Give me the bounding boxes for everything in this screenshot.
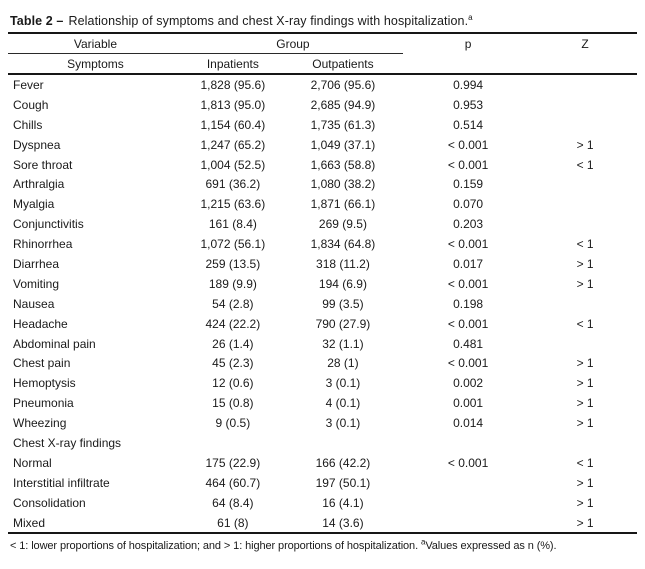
cell-inpatients: 691 (36.2) [205, 177, 261, 192]
cell-z: < 1 [576, 316, 594, 331]
cell-z: > 1 [576, 276, 594, 291]
cell-p: 0.198 [453, 296, 484, 311]
table-row [8, 353, 637, 373]
table-row [8, 274, 637, 294]
cell-p: 0.203 [453, 217, 484, 232]
cell-inpatients: 161 (8.4) [208, 217, 257, 232]
cell-z: > 1 [576, 137, 594, 152]
cell-p: 0.481 [453, 336, 484, 351]
table-row [8, 473, 637, 493]
cell-z [533, 294, 637, 314]
cell-p [403, 513, 533, 534]
cell-z: > 1 [576, 256, 594, 271]
table-row [8, 254, 637, 274]
cell-z: > 1 [576, 495, 594, 510]
cell-z [533, 174, 637, 194]
cell-p: < 0.001 [447, 356, 489, 371]
cell-outpatients [283, 433, 403, 453]
cell-outpatients: 790 (27.9) [315, 316, 371, 331]
cell-p: < 0.001 [447, 157, 489, 172]
cell-inpatients: 1,247 (65.2) [200, 137, 266, 152]
cell-z: > 1 [576, 416, 594, 431]
cell-p [403, 433, 533, 453]
table-row [8, 95, 637, 115]
cell-inpatients: 1,215 (63.6) [200, 197, 266, 212]
cell-p: 0.017 [453, 256, 484, 271]
cell-inpatients: 1,813 (95.0) [200, 97, 266, 112]
cell-p: < 0.001 [447, 237, 489, 252]
header-symptoms: Symptoms [67, 56, 124, 71]
cell-label: Sore throat [13, 157, 73, 172]
cell-inpatients: 424 (22.2) [205, 316, 261, 331]
cell-z: < 1 [576, 157, 594, 172]
cell-label: Diarrhea [13, 256, 60, 271]
cell-inpatients: 175 (22.9) [205, 455, 261, 470]
cell-inpatients: 61 (8) [217, 515, 249, 530]
cell-z [533, 74, 637, 95]
header-row-groups [8, 33, 637, 54]
cell-p: < 0.001 [447, 137, 489, 152]
cell-label: Abdominal pain [13, 336, 96, 351]
cell-inpatients: 26 (1.4) [212, 336, 254, 351]
table-row [8, 334, 637, 354]
cell-label: Dyspnea [13, 137, 61, 152]
cell-label: Chest pain [13, 356, 71, 371]
cell-p: 0.001 [453, 396, 484, 411]
header-outpatients: Outpatients [312, 56, 374, 71]
cell-p: 0.014 [453, 416, 484, 431]
symptoms-hospitalization-table [8, 32, 637, 534]
header-z: Z [581, 37, 589, 51]
table-header [8, 33, 637, 74]
cell-z: > 1 [576, 515, 594, 530]
cell-outpatients: 14 (3.6) [322, 515, 364, 530]
table-row [8, 453, 637, 473]
cell-outpatients: 197 (50.1) [315, 475, 371, 490]
cell-p: 0.953 [453, 97, 484, 112]
table-row [8, 194, 637, 214]
cell-outpatients: 1,871 (66.1) [310, 197, 376, 212]
header-inpatients: Inpatients [206, 56, 259, 71]
table-row [8, 155, 637, 175]
cell-outpatients: 1,735 (61.3) [310, 117, 376, 132]
table-row [8, 115, 637, 135]
cell-z: > 1 [576, 356, 594, 371]
cell-inpatients: 9 (0.5) [215, 416, 251, 431]
cell-label: Consolidation [13, 495, 86, 510]
cell-label: Myalgia [13, 197, 55, 212]
table-number: Table 2 – [10, 14, 64, 28]
table-row [8, 174, 637, 194]
cell-outpatients: 1,663 (58.8) [310, 157, 376, 172]
table-footnote [10, 539, 637, 553]
cell-label: Nausea [13, 296, 55, 311]
cell-outpatients: 2,685 (94.9) [310, 97, 376, 112]
cell-p: < 0.001 [447, 455, 489, 470]
cell-outpatients: 4 (0.1) [325, 396, 361, 411]
table-caption: Relationship of symptoms and chest X-ray findings with hospitalization. [68, 14, 469, 28]
cell-p: 0.002 [453, 376, 484, 391]
cell-p: 0.070 [453, 197, 484, 212]
cell-p: 0.994 [453, 77, 484, 92]
cell-outpatients: 2,706 (95.6) [310, 77, 376, 92]
cell-z [533, 334, 637, 354]
table-row [8, 393, 637, 413]
cell-label: Interstitial infiltrate [13, 475, 110, 490]
cell-p: 0.514 [453, 117, 484, 132]
cell-outpatients: 28 (1) [327, 356, 359, 371]
cell-inpatients [183, 433, 283, 453]
cell-z: < 1 [576, 237, 594, 252]
cell-label: Chills [13, 117, 43, 132]
section-header-row [8, 433, 637, 453]
cell-label: Wheezing [13, 416, 67, 431]
header-p: p [464, 37, 472, 51]
cell-label: Headache [13, 316, 68, 331]
cell-inpatients: 1,004 (52.5) [200, 157, 266, 172]
cell-inpatients: 64 (8.4) [212, 495, 254, 510]
cell-label: Arthralgia [13, 177, 65, 192]
cell-z: > 1 [576, 475, 594, 490]
cell-inpatients: 54 (2.8) [212, 296, 254, 311]
cell-inpatients: 464 (60.7) [205, 475, 261, 490]
footnote-values-note: Values expressed as n (%). [425, 540, 557, 553]
cell-z: > 1 [576, 396, 594, 411]
cell-p [403, 473, 533, 493]
cell-inpatients: 259 (13.5) [205, 256, 261, 271]
cell-outpatients: 1,049 (37.1) [310, 137, 376, 152]
table-title [10, 13, 637, 29]
cell-inpatients: 12 (0.6) [212, 376, 254, 391]
cell-z: < 1 [576, 455, 594, 470]
table-row [8, 413, 637, 433]
table-row [8, 513, 637, 534]
cell-inpatients: 1,072 (56.1) [200, 237, 266, 252]
cell-outpatients: 32 (1.1) [322, 336, 364, 351]
cell-z [533, 95, 637, 115]
cell-outpatients: 318 (11.2) [316, 256, 370, 271]
table-body [8, 74, 637, 533]
title-footnote-marker: a [468, 12, 473, 22]
cell-z [533, 194, 637, 214]
cell-label: Chest X-ray findings [13, 435, 122, 450]
cell-label: Vomiting [13, 276, 60, 291]
cell-label: Pneumonia [13, 396, 74, 411]
footnote-definitions: < 1: lower proportions of hospitalization; and > 1: higher proportions of hospitalization. [10, 540, 421, 553]
cell-inpatients: 189 (9.9) [208, 276, 257, 291]
table-row [8, 294, 637, 314]
table-row [8, 234, 637, 254]
cell-label: Mixed [13, 515, 46, 530]
cell-outpatients: 1,080 (38.2) [310, 177, 376, 192]
cell-outpatients: 3 (0.1) [325, 416, 361, 431]
cell-inpatients: 1,828 (95.6) [200, 77, 266, 92]
cell-label: Normal [13, 455, 52, 470]
table-row [8, 214, 637, 234]
cell-outpatients: 99 (3.5) [322, 296, 364, 311]
cell-label: Hemoptysis [13, 376, 76, 391]
cell-p: 0.159 [453, 177, 484, 192]
table-row [8, 493, 637, 513]
cell-outpatients: 3 (0.1) [325, 376, 361, 391]
table-row [8, 74, 637, 95]
header-group: Group [183, 33, 403, 54]
cell-outpatients: 16 (4.1) [322, 495, 364, 510]
cell-z: > 1 [576, 376, 594, 391]
cell-p: < 0.001 [447, 316, 489, 331]
cell-label: Cough [13, 97, 49, 112]
cell-z [533, 433, 637, 453]
cell-label: Fever [13, 77, 44, 92]
cell-z [533, 115, 637, 135]
cell-outpatients: 194 (6.9) [318, 276, 367, 291]
header-variable: Variable [8, 33, 183, 54]
cell-p: < 0.001 [447, 276, 489, 291]
table-row [8, 373, 637, 393]
table-row [8, 135, 637, 155]
cell-label: Conjunctivitis [13, 217, 84, 232]
cell-outpatients: 269 (9.5) [318, 217, 367, 232]
cell-inpatients: 45 (2.3) [212, 356, 254, 371]
cell-p [403, 493, 533, 513]
cell-inpatients: 1,154 (60.4) [200, 117, 266, 132]
cell-outpatients: 1,834 (64.8) [310, 237, 376, 252]
cell-inpatients: 15 (0.8) [212, 396, 254, 411]
footnote-marker: a [421, 537, 426, 547]
cell-label: Rhinorrhea [13, 237, 73, 252]
table-row [8, 314, 637, 334]
cell-z [533, 214, 637, 234]
cell-outpatients: 166 (42.2) [315, 455, 371, 470]
